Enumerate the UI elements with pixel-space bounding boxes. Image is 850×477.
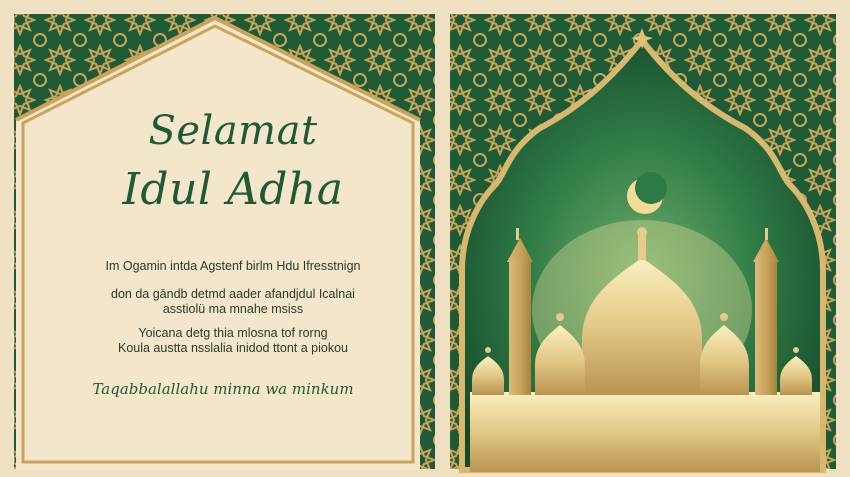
paragraph-2-line-2: asstiolü ma mnahe msiss — [162, 302, 304, 316]
title-line-2: Idul Adha — [122, 164, 344, 215]
paragraph-2-line-1: don da gāndb detmd aader afandjdul Icalnai — [111, 287, 355, 301]
closing-greeting: Taqabbalallahu minna wa minkum — [92, 380, 354, 398]
right-card — [450, 14, 836, 472]
title-line-1: Selamat — [148, 108, 318, 154]
left-card — [14, 14, 435, 470]
paragraph-3-line-1: Yoicana detg thia mlosna tof rorng — [138, 326, 328, 340]
paragraph-1: Im Ogamin intda Agstenf birlm Hdu Ifresstnign — [105, 259, 361, 273]
paragraph-3-line-2: Koula austta nsslalia inidod ttont a piokou — [117, 341, 349, 355]
